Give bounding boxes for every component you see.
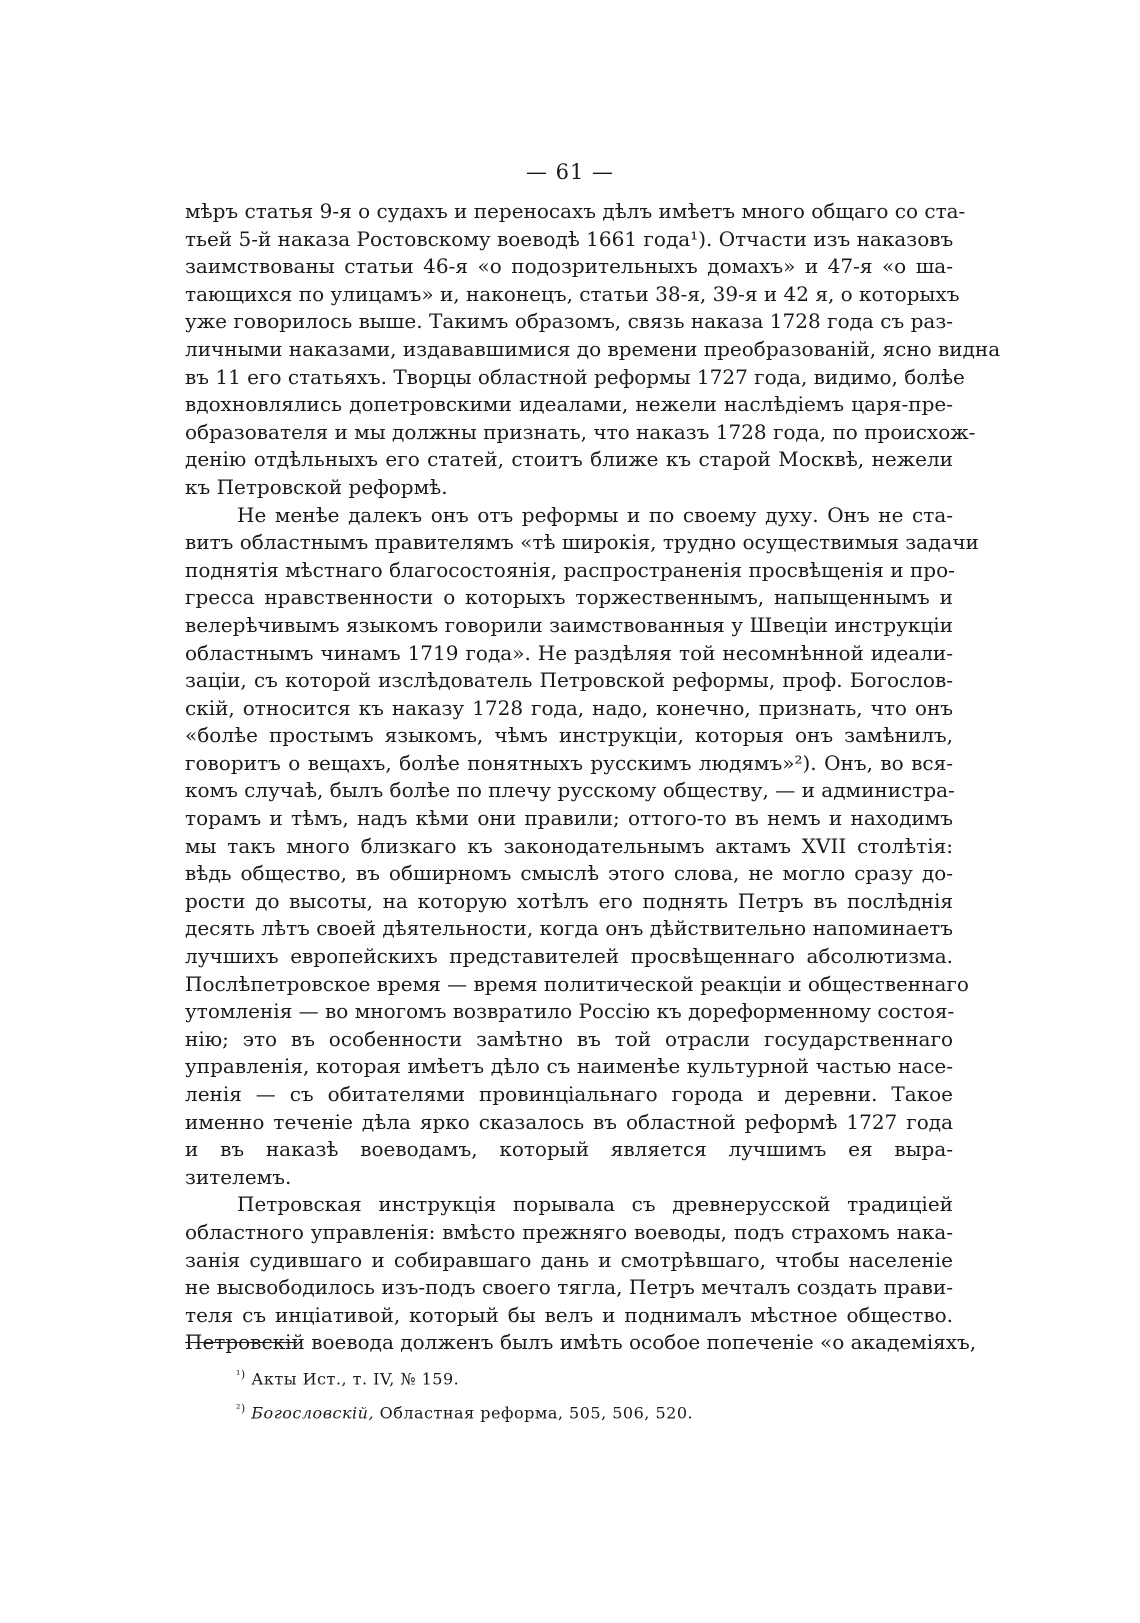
text-line: рости до высоты, на которую хотѣлъ его поднять Петръ въ послѣднія	[185, 888, 953, 913]
text-line: занія судившаго и собиравшаго дань и смотрѣвшаго, чтобы населеніе	[185, 1247, 953, 1272]
text-line: Послѣпетровское время — время политической реакціи и общественнаго	[185, 971, 969, 996]
text-line: личными наказами, издававшимися до времени преобразованій, ясно видна	[185, 336, 1001, 361]
text-line: велерѣчивымъ языкомъ говорили заимствованныя у Швеціи инструкціи	[185, 612, 953, 637]
footnote-marker: ²)	[236, 1402, 246, 1416]
text-line: говоритъ о вещахъ, болѣе понятныхъ русскимъ людямъ»²). Онъ, во вся-	[185, 750, 953, 775]
footnote-marker: ¹)	[236, 1368, 246, 1381]
text-line: торамъ и тѣмъ, надъ кѣми они правили; оттого-то въ немъ и находимъ	[185, 806, 953, 831]
text-line: «болѣе простымъ языкомъ, чѣмъ инструкціи, которыя онъ замѣнилъ,	[185, 723, 953, 748]
text-line: комъ случаѣ, былъ болѣе по плечу русскому обществу, — и администра-	[185, 778, 955, 803]
text-line: скій, относится къ наказу 1728 года, надо, конечно, признать, что онъ	[185, 695, 953, 720]
footnote-author: Богословскій,	[251, 1403, 375, 1423]
text-line: Петровскій воевода долженъ былъ имѣть особое попеченіе «о академіяхъ,	[185, 1330, 977, 1355]
footnote-text: Областная реформа, 505, 506, 520.	[374, 1403, 694, 1423]
text-line: нію; это въ особенности замѣтно въ той отрасли государственнаго	[185, 1026, 953, 1051]
text-line: лучшихъ европейскихъ представителей просвѣщеннаго абсолютизма.	[185, 944, 953, 969]
text-line: къ Петровской реформѣ.	[185, 474, 448, 499]
text-line: утомленія — во многомъ возвратило Россію къ дореформенному состоя-	[185, 999, 955, 1024]
paragraph-3	[185, 1191, 977, 1357]
text-line: витъ областнымъ правителямъ «тѣ широкія, трудно осуществимыя задачи	[185, 530, 979, 555]
paragraph-2	[185, 502, 979, 1192]
text-line: въ 11 его статьяхъ. Творцы областной реформы 1727 года, видимо, болѣе	[185, 364, 965, 389]
text-line: денію отдѣльныхъ его статей, стоитъ ближе къ старой Москвѣ, нежели	[185, 447, 953, 472]
text-line: уже говорилось выше. Такимъ образомъ, связь наказа 1728 года съ раз-	[185, 309, 953, 334]
text-line: мы такъ много близкаго къ законодательнымъ актамъ XVII столѣтія:	[185, 833, 953, 858]
text-line: тьей 5-й наказа Ростовскому воеводѣ 1661 года¹). Отчасти изъ наказовъ	[185, 226, 954, 251]
text-line: заціи, съ которой изслѣдователь Петровской реформы, проф. Богослов-	[185, 668, 953, 693]
text-line: и въ наказѣ воеводамъ, который является лучшимъ ея выра-	[185, 1137, 953, 1162]
text-line: именно теченіе дѣла ярко сказалось въ областной реформѣ 1727 года	[185, 1109, 953, 1134]
page-number: — 61 —	[525, 160, 615, 184]
text-line: тающихся по улицамъ» и, наконецъ, статьи 38-я, 39-я и 42 я, о которыхъ	[185, 281, 960, 306]
text-line: не высвободилось изъ-подъ своего тягла, Петръ мечталъ создать прави-	[185, 1275, 953, 1300]
text-line: образователя и мы должны признать, что наказъ 1728 года, по происхож-	[185, 419, 976, 444]
text-line: управленія, которая имѣетъ дѣло съ наименѣе культурной частью насе-	[185, 1054, 953, 1079]
text-line: Петровская инструкція порывала съ древнерусской традиціей	[237, 1192, 953, 1217]
footnote-text: Акты Ист., т. IV, № 159.	[251, 1369, 460, 1389]
footnote-1	[236, 1360, 936, 1394]
footnote-2	[236, 1394, 936, 1428]
text-line: десять лѣтъ своей дѣятельности, когда онъ дѣйствительно напоминаетъ	[185, 916, 953, 941]
body-text	[185, 198, 1001, 1357]
text-line: теля съ инціативой, который бы велъ и поднималъ мѣстное общество.	[185, 1302, 953, 1327]
text-line: поднятія мѣстнаго благосостоянія, распространенія просвѣщенія и про-	[185, 557, 955, 582]
text-line: областного управленія: вмѣсто прежняго воеводы, подъ страхомъ нака-	[185, 1219, 953, 1244]
text-line: ленія — съ обитателями провинціальнаго города и деревни. Такое	[185, 1082, 953, 1106]
text-line: вѣдь общество, въ обширномъ смыслѣ этого слова, не могло сразу до-	[185, 861, 953, 886]
text-line: гресса нравственности о которыхъ торжественнымъ, напыщеннымъ и	[185, 585, 953, 610]
text-line: мѣръ статья 9-я о судахъ и переносахъ дѣлъ имѣетъ много общаго со ста-	[185, 199, 966, 223]
text-line: областнымъ чинамъ 1719 года». Не раздѣляя той несомнѣнной идеали-	[185, 640, 953, 665]
footnote-divider	[185, 1342, 297, 1343]
text-line: Не менѣе далекъ онъ отъ реформы и по своему духу. Онъ не ста-	[237, 502, 953, 527]
paragraph-1	[185, 198, 1001, 502]
text-line: заимствованы статьи 46-я «о подозрительныхъ домахъ» и 47-я «о ша-	[185, 254, 953, 279]
text-line: зителемъ.	[185, 1164, 292, 1189]
footnotes	[236, 1360, 936, 1429]
text-line: вдохновлялись допетровскими идеалами, нежели наслѣдіемъ царя-пре-	[185, 392, 953, 417]
